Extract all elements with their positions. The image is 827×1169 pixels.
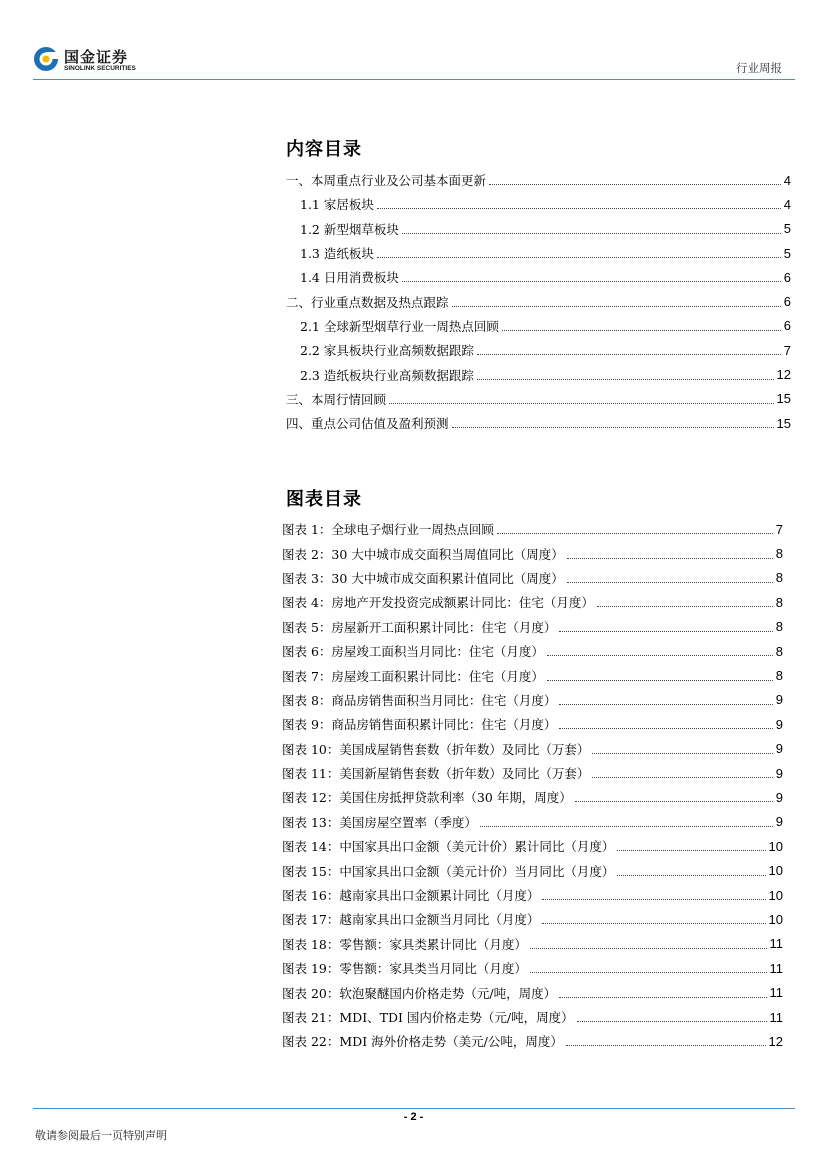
leader-dots [477,353,781,355]
figure-entry-label: 图表 8：商品房销售面积当月同比：住宅（月度） [282,692,557,708]
figure-entry[interactable] [282,858,783,882]
figure-entry-page: 9 [775,741,783,757]
toc-entry[interactable] [286,217,791,241]
figure-entry[interactable] [282,566,783,590]
figure-entry[interactable] [282,737,783,761]
figure-entry[interactable] [282,541,783,565]
leader-dots [377,256,781,258]
leader-dots [559,630,772,632]
leader-dots [559,727,772,729]
toc-entry[interactable] [286,387,791,411]
leader-dots [617,849,765,851]
leader-dots [592,752,772,754]
logo-text-cn: 国金证券 [64,48,129,66]
figure-entry[interactable] [282,834,783,858]
figure-entry-label: 图表 22：MDI 海外价格走势（美元/公吨，周度） [282,1034,563,1050]
figure-entry-label: 图表 15：中国家具出口金额（美元计价）当月同比（月度） [282,863,615,879]
leader-dots [489,183,781,185]
toc-entry[interactable] [286,192,791,216]
toc-entry[interactable] [286,168,791,192]
logo-mark-icon [33,46,59,72]
toc-entry-page: 5 [783,221,791,237]
toc-entry-label: 1.1 家居板块 [300,197,374,213]
leader-dots [542,898,765,900]
figure-entry-page: 10 [768,838,783,854]
toc-entry-page: 4 [783,172,791,188]
figure-entry-page: 8 [775,546,783,562]
toc-entry-page: 6 [783,318,791,334]
leader-dots [542,922,765,924]
footer-divider [33,1108,795,1109]
toc-entry-page: 4 [783,196,791,212]
figure-entry[interactable] [282,590,783,614]
toc-entry[interactable] [286,362,791,386]
toc-entry-page: 6 [783,269,791,285]
figure-entry-page: 8 [775,668,783,684]
leader-dots [577,1020,767,1022]
figure-entry-label: 图表 1：全球电子烟行业一周热点回顾 [282,522,494,538]
figure-entry-page: 11 [769,960,783,976]
leader-dots [480,825,773,827]
leader-dots [567,581,773,583]
figure-entry[interactable] [282,883,783,907]
figure-entry-label: 图表 7：房屋竣工面积累计同比：住宅（月度） [282,668,544,684]
leader-dots [597,605,773,607]
company-logo [33,46,163,76]
leader-dots [402,232,781,234]
leader-dots [592,776,772,778]
figure-entry[interactable] [282,785,783,809]
figure-entry[interactable] [282,688,783,712]
figure-entry-page: 10 [768,887,783,903]
figure-entry-page: 11 [769,985,783,1001]
toc-entry-page: 6 [783,294,791,310]
figure-entry-page: 8 [775,570,783,586]
toc-entry[interactable] [286,314,791,338]
leader-dots [502,329,781,331]
figure-entry-page: 9 [775,692,783,708]
toc-entry[interactable] [286,338,791,362]
figure-entry-label: 图表 20：软泡聚醚国内价格走势（元/吨，周度） [282,985,557,1001]
figure-entry-label: 图表 10：美国成屋销售套数（折年数）及同比（万套） [282,741,590,757]
leader-dots [617,874,765,876]
figure-entry-label: 图表 16：越南家具出口金额累计同比（月度） [282,888,540,904]
figure-entry-label: 图表 2：30 大中城市成交面积当周值同比（周度） [282,546,564,562]
leader-dots [567,557,773,559]
figure-entry[interactable] [282,1005,783,1029]
figure-entry-label: 图表 18：零售额：家具类累计同比（月度） [282,936,527,952]
figure-entry-page: 10 [768,863,783,879]
leader-dots [547,679,773,681]
leader-dots [575,800,773,802]
toc-entry[interactable] [286,265,791,289]
figure-entry-label: 图表 6：房屋竣工面积当月同比：住宅（月度） [282,644,544,660]
figure-entry[interactable] [282,639,783,663]
leader-dots [477,378,774,380]
leader-dots [566,1044,766,1046]
toc-entry-label: 2.1 全球新型烟草行业一周热点回顾 [300,318,499,334]
toc-entry[interactable] [286,411,791,435]
figure-entry-label: 图表 17：越南家具出口金额当月同比（月度） [282,912,540,928]
toc-entry-label: 1.4 日用消费板块 [300,270,399,286]
figure-entry[interactable] [282,932,783,956]
figure-entry-label: 图表 19：零售额：家具类当月同比（月度） [282,961,527,977]
figure-entry[interactable] [282,980,783,1004]
toc-entry-label: 2.2 家具板块行业高频数据跟踪 [300,343,474,359]
page-number: - 2 - [403,1111,424,1123]
toc-entry-label: 2.3 造纸板块行业高频数据跟踪 [300,367,474,383]
figure-entry[interactable] [282,712,783,736]
toc-entry-label: 二、行业重点数据及热点跟踪 [286,294,449,310]
figure-entry-label: 图表 9：商品房销售面积累计同比：住宅（月度） [282,717,557,733]
figure-entry-page: 8 [775,594,783,610]
logo-text-en: SINOLINK SECURITIES [64,65,136,72]
figure-entry-label: 图表 13：美国房屋空置率（季度） [282,814,477,830]
leader-dots [547,654,773,656]
figure-entry[interactable] [282,761,783,785]
figure-entry[interactable] [282,956,783,980]
leader-dots [452,426,774,428]
figure-entry-page: 7 [775,521,783,537]
toc-entry[interactable] [286,241,791,265]
figure-entry-label: 图表 5：房屋新开工面积累计同比：住宅（月度） [282,619,557,635]
figure-entry-page: 10 [768,911,783,927]
figure-entry-page: 9 [775,716,783,732]
figure-entry-label: 图表 21：MDI、TDI 国内价格走势（元/吨，周度） [282,1010,574,1025]
leader-dots [559,996,766,998]
toc-entry-label: 1.2 新型烟草板块 [300,221,399,237]
figure-entry-page: 9 [775,814,783,830]
figure-entry-label: 图表 12：美国住房抵押贷款利率（30 年期，周度） [282,790,572,806]
toc-entry-page: 15 [776,415,791,431]
figure-entry-label: 图表 11：美国新屋销售套数（折年数）及同比（万套） [282,766,590,782]
figure-entry[interactable] [282,615,783,639]
leader-dots [530,947,767,949]
leader-dots [402,280,781,282]
leader-dots [497,532,773,534]
figure-entry-page: 8 [775,619,783,635]
leader-dots [559,703,772,705]
figure-entry[interactable] [282,907,783,931]
toc-entry-label: 一、本周重点行业及公司基本面更新 [286,173,487,189]
leader-dots [377,207,781,209]
toc-title: 内容目录 [286,139,362,160]
figure-entry[interactable] [282,663,783,687]
toc-entry-page: 5 [783,245,791,261]
figure-entry[interactable] [282,1029,783,1053]
toc-entry-label: 三、本周行情回顾 [286,391,387,407]
toc-entry-page: 12 [776,367,791,383]
figure-entry-label: 图表 4：房地产开发投资完成额累计同比：住宅（月度） [282,595,594,611]
figure-entry[interactable] [282,517,783,541]
toc-entry-page: 7 [783,342,791,358]
figures-title: 图表目录 [286,489,362,510]
toc-entry-page: 15 [776,391,791,407]
figure-entry-label: 图表 3：30 大中城市成交面积累计值同比（周度） [282,570,564,586]
report-type: 行业周报 [736,61,782,75]
figure-list [282,517,783,1054]
disclaimer: 敬请参阅最后一页特别声明 [35,1129,167,1142]
figure-entry-page: 11 [769,1009,783,1025]
page-header [0,0,827,80]
table-of-contents [286,168,791,435]
leader-dots [452,305,781,307]
leader-dots [530,971,767,973]
figure-entry-page: 12 [768,1033,783,1049]
figure-entry-page: 9 [775,765,783,781]
figure-entry-page: 9 [775,789,783,805]
header-divider [33,79,795,80]
toc-entry-label: 1.3 造纸板块 [300,246,374,262]
figure-entry-page: 8 [775,643,783,659]
toc-entry-label: 四、重点公司估值及盈利预测 [286,416,449,432]
leader-dots [389,402,774,404]
figure-entry[interactable] [282,810,783,834]
figure-entry-label: 图表 14：中国家具出口金额（美元计价）累计同比（月度） [282,839,615,855]
toc-entry[interactable] [286,289,791,313]
figure-entry-page: 11 [769,936,783,952]
